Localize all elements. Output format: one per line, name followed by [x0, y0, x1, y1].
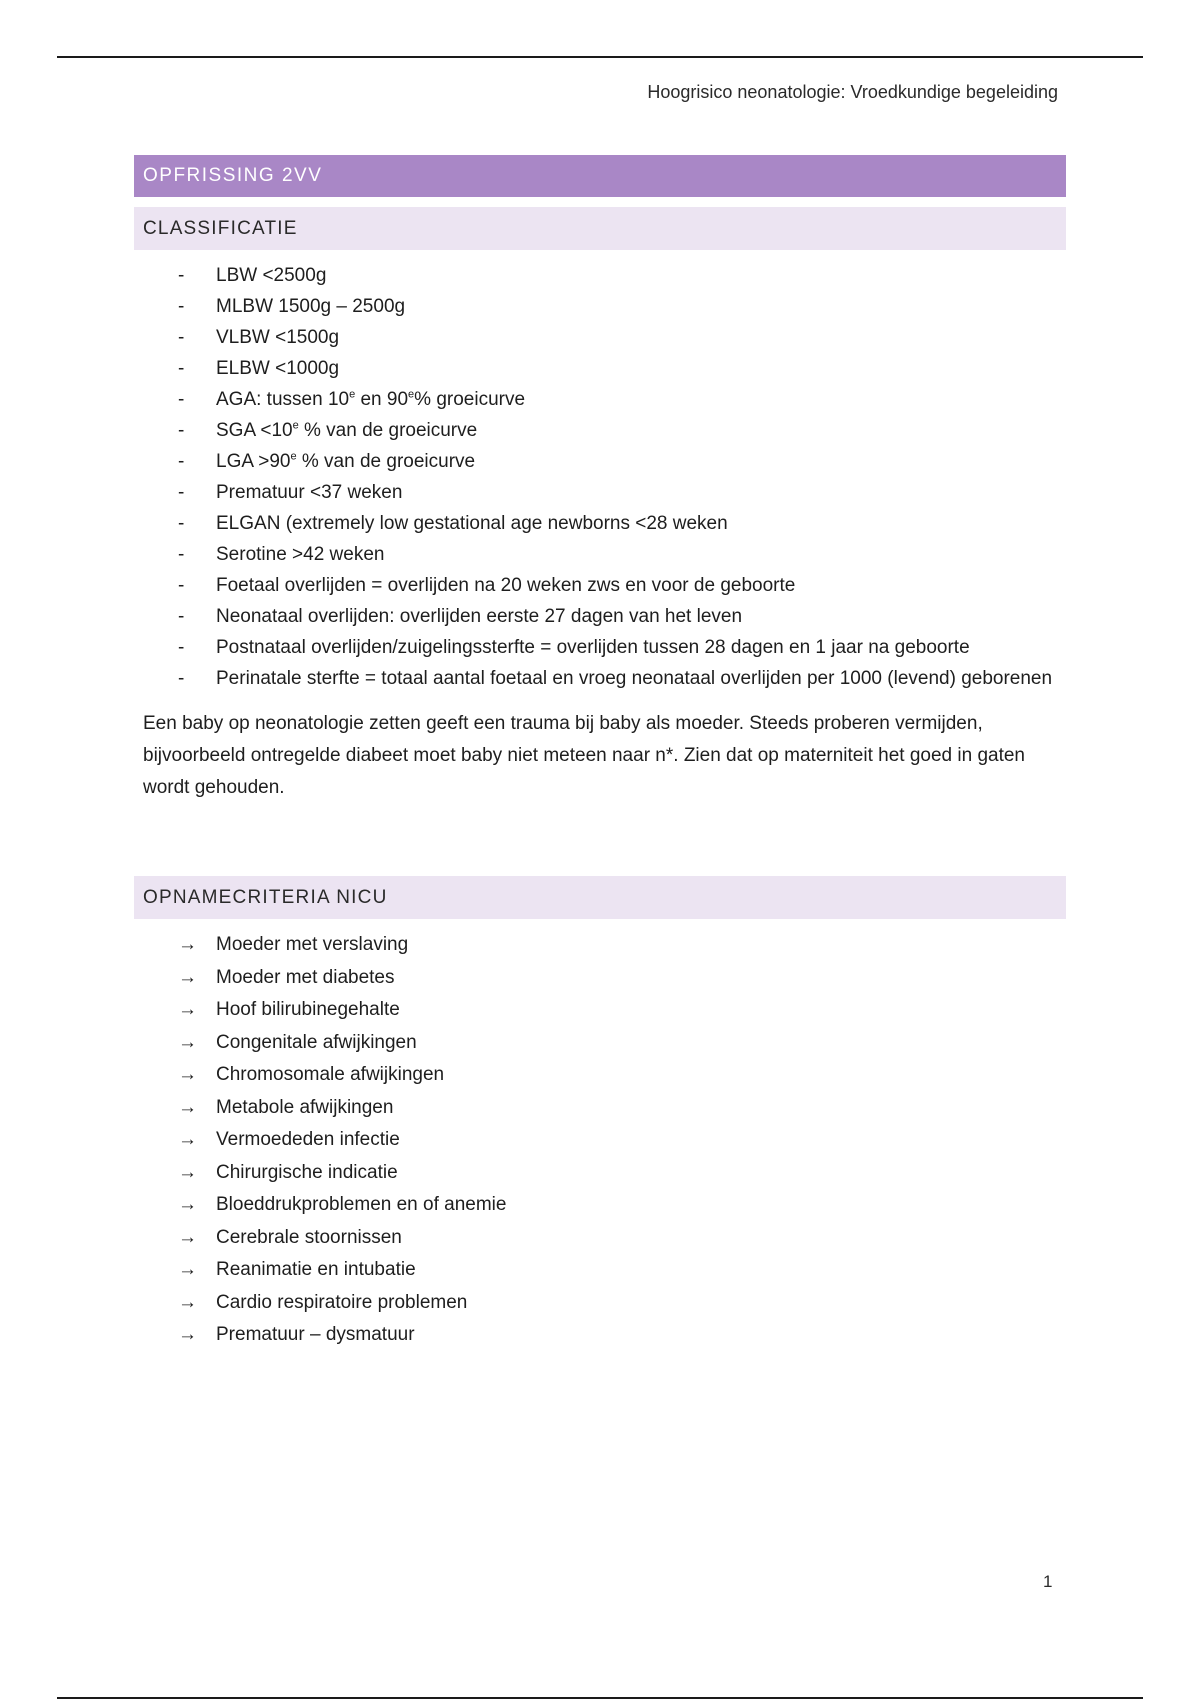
- section-heading: OPFRISSING 2VV: [134, 155, 1066, 197]
- list-item: - Foetaal overlijden = overlijden na 20 weken zws en voor de geboorte: [134, 570, 1066, 601]
- mortality-list: [134, 570, 1066, 694]
- dash-marker: -: [178, 482, 185, 503]
- arrow-right-icon: →: [178, 1096, 197, 1118]
- list-item: - LBW <2500g: [134, 260, 1066, 291]
- dash-marker: -: [178, 358, 185, 379]
- list-item: → Moeder met diabetes: [134, 962, 1066, 995]
- list-item: → Bloeddrukproblemen en of anemie: [134, 1189, 1066, 1222]
- arrow-right-icon: →: [178, 1291, 197, 1313]
- percentile-list: [134, 384, 1066, 477]
- dash-marker: -: [178, 606, 185, 627]
- dash-marker: -: [178, 668, 185, 689]
- list-item: → Hoof bilirubinegehalte: [134, 994, 1066, 1027]
- arrow-right-icon: →: [178, 1226, 197, 1248]
- list-item: → Chromosomale afwijkingen: [134, 1059, 1066, 1092]
- page-content: [134, 155, 1066, 1352]
- list-item: → Metabole afwijkingen: [134, 1092, 1066, 1125]
- arrow-right-icon: →: [178, 1324, 197, 1345]
- arrow-right-icon: →: [178, 1259, 197, 1280]
- arrow-right-icon: →: [178, 966, 197, 988]
- list-item: - Perinatale sterfte = totaal aantal foetaal en vroeg neonataal overlijden per 1000 (levend) geborenen: [134, 663, 1066, 694]
- dash-marker: -: [178, 296, 185, 317]
- list-item: → Prematuur – dysmatuur: [134, 1319, 1066, 1352]
- list-item: → Vermoededen infectie: [134, 1124, 1066, 1157]
- arrow-right-icon: →: [178, 999, 197, 1020]
- weight-list: [134, 260, 1066, 384]
- running-header: Hoogrisico neonatologie: Vroedkundige begeleiding: [647, 82, 1058, 102]
- arrow-right-icon: →: [178, 1031, 197, 1053]
- arrow-right-icon: →: [178, 1064, 197, 1085]
- list-item: - Prematuur <37 weken: [134, 477, 1066, 508]
- arrow-right-icon: →: [178, 934, 197, 955]
- list-item: → Reanimatie en intubatie: [134, 1254, 1066, 1287]
- dash-marker: -: [178, 575, 185, 596]
- list-item: - Neonataal overlijden: overlijden eerste 27 dagen van het leven: [134, 601, 1066, 632]
- list-item: → Moeder met verslaving: [134, 929, 1066, 962]
- arrow-right-icon: →: [178, 1129, 197, 1150]
- dash-marker: -: [178, 265, 185, 286]
- top-rule: [57, 56, 1143, 58]
- list-item: - AGA: tussen 10e en 90e% groeicurve: [134, 384, 1066, 415]
- body-paragraph: Een baby op neonatologie zetten geeft een trauma bij baby als moeder. Steeds proberen vermijden, bijvoorbeeld ontregelde diabeet moet baby niet meteen naar n*. Zien dat op materniteit het goed in gaten wordt gehouden.: [143, 713, 1025, 798]
- dash-marker: -: [178, 327, 185, 348]
- list-item: - ELBW <1000g: [134, 353, 1066, 384]
- list-item: - VLBW <1500g: [134, 322, 1066, 353]
- page-number: 1: [1043, 1572, 1053, 1591]
- nicu-heading: OPNAMECRITERIA NICU: [134, 876, 1066, 919]
- list-item: → Cerebrale stoornissen: [134, 1222, 1066, 1255]
- dash-marker: -: [178, 637, 185, 658]
- arrow-right-icon: →: [178, 1161, 197, 1183]
- classificatie-heading: CLASSIFICATIE: [134, 207, 1066, 250]
- list-item: - SGA $<10^e$ % van de groeicurve: [134, 415, 1066, 446]
- dash-marker: -: [178, 544, 185, 565]
- list-item: → Chirurgische indicatie: [134, 1157, 1066, 1190]
- list-item: - Postnataal overlijden/zuigelingssterfte = overlijden tussen 28 dagen en 1 jaar na geboorte: [134, 632, 1066, 663]
- arrow-right-icon: →: [178, 1194, 197, 1215]
- dash-marker: -: [178, 420, 185, 441]
- list-item: → Cardio respiratoire problemen: [134, 1287, 1066, 1320]
- bottom-rule: [57, 1697, 1143, 1699]
- list-item: - Serotine >42 weken: [134, 539, 1066, 570]
- list-item: - LGA $>90^e$ % van de groeicurve: [134, 446, 1066, 477]
- list-item: → Congenitale afwijkingen: [134, 1027, 1066, 1060]
- dash-marker: -: [178, 389, 185, 410]
- list-item: - ELGAN (extremely low gestational age newborns <28 weken: [134, 508, 1066, 539]
- list-item: - MLBW 1500g – 2500g: [134, 291, 1066, 322]
- dash-marker: -: [178, 451, 185, 472]
- term-list: [134, 477, 1066, 570]
- nicu-criteria-list: [134, 929, 1066, 1352]
- dash-marker: -: [178, 513, 185, 534]
